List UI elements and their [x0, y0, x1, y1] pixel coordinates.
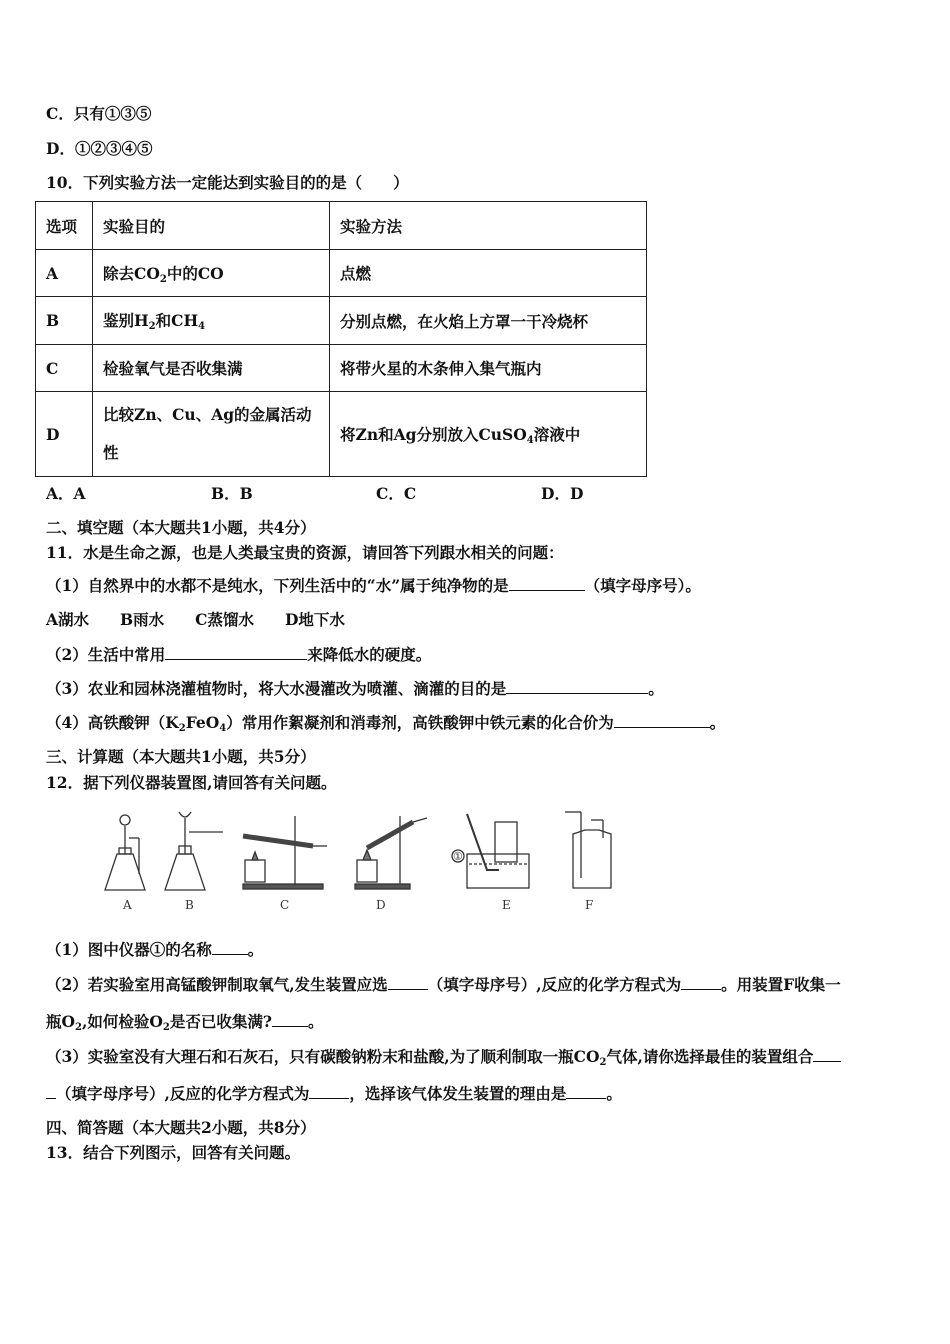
q12-part3-cont: （填字母序号）,反应的化学方程式为 ，选择该气体发生装置的理由是 。: [46, 1082, 622, 1104]
answer-blank: [165, 645, 307, 660]
q11-part4: （4）高铁酸钾$(K_2FeO_4)$常用作絮凝剂和消毒剂，高铁酸钾中铁元素的化合价为 。: [46, 713, 726, 734]
apparatus-a: [105, 815, 145, 890]
answer-d: D．D: [541, 484, 584, 503]
row-option: C: [36, 345, 93, 392]
row-option: B: [36, 297, 93, 345]
answer-b: B．B: [211, 484, 253, 503]
row-goal: 除去$CO_2$中的CO: [93, 250, 330, 297]
q12-part3: （3）实验室没有大理石和石灰石，只有碳酸钠粉末和盐酸,为了顺利制取一瓶$CO_2$气体,请你选择最佳的装置组合: [46, 1045, 841, 1068]
q10-answers: [46, 482, 706, 504]
answer-blank: [813, 1047, 841, 1062]
apparatus-e: [452, 814, 529, 888]
q12-part1: （1）图中仪器①的名称 。: [46, 940, 264, 959]
row-goal: 鉴别$H_2$和$CH_4$: [93, 297, 330, 345]
table-row: [36, 345, 647, 392]
answer-blank: [681, 975, 721, 990]
row-method: 将带火星的木条伸入集气瓶内: [330, 345, 647, 392]
answer-blank: [566, 1084, 606, 1099]
row-goal: 检验氧气是否收集满: [93, 345, 330, 392]
answer-c: C．C: [376, 484, 417, 503]
answer-blank: [212, 940, 248, 955]
apparatus-c: [243, 816, 327, 889]
q10-stem: 10．下列实验方法一定能达到实验目的的是（ ）: [46, 173, 409, 192]
q11-choices: A湖水 B雨水 C蒸馏水 D地下水: [46, 610, 345, 629]
q10-table: [35, 201, 647, 477]
row-method: 点燃: [330, 250, 647, 297]
header-goal: 实验目的: [93, 202, 330, 250]
answer-blank: [46, 1084, 56, 1099]
figure-label-d: D: [376, 898, 386, 912]
q12-part2-cont: 瓶$O_2$,如何检验$O_2$是否已收集满? 。: [46, 1012, 324, 1033]
table-row: [36, 392, 647, 477]
header-option: 选项: [36, 202, 93, 250]
q11-part3: （3）农业和园林浇灌植物时，将大水漫灌改为喷灌、滴灌的目的是 。: [46, 679, 664, 698]
row-goal: 比较Zn、Cu、Ag的金属活动性: [93, 392, 330, 477]
answer-blank: [309, 1084, 349, 1099]
row-option: A: [36, 250, 93, 297]
figure-label-b: B: [185, 898, 194, 912]
section-2-title: 二、填空题（本大题共1小题，共4分）: [46, 518, 316, 537]
row-option: D: [36, 392, 93, 477]
answer-blank: [388, 975, 428, 990]
table-row: [36, 297, 647, 345]
apparatus-f: [565, 812, 611, 888]
circle-one-label: ①: [453, 850, 463, 863]
answer-a: A．A: [46, 484, 86, 503]
q11-part1: （1）自然界中的水都不是纯水，下列生活中的“水”属于纯净物的是 （填字母序号）。: [46, 576, 701, 595]
apparatus-d: [355, 816, 427, 889]
answer-blank: [272, 1012, 308, 1027]
table-row: [36, 250, 647, 297]
q12-stem: 12．据下列仪器装置图,请回答有关问题。: [46, 773, 337, 792]
apparatus-b: [165, 812, 223, 890]
figure-label-e: E: [502, 898, 511, 912]
q12-part2: （2）若实验室用高锰酸钾制取氧气,发生装置应选 （填字母序号）,反应的化学方程式为 。用装置F收集一: [46, 975, 841, 994]
header-method: 实验方法: [330, 202, 647, 250]
answer-blank: [509, 576, 585, 591]
q11-stem: 11．水是生命之源，也是人类最宝贵的资源，请回答下列跟水相关的问题：: [46, 543, 564, 562]
figure-label-f: F: [585, 898, 594, 912]
option-d-prev: D．①②③④⑤: [46, 139, 153, 158]
section-3-title: 三、计算题（本大题共1小题，共5分）: [46, 747, 316, 766]
row-method: 将Zn和Ag分别放入CuSO$_4$溶液中: [330, 392, 647, 477]
figure-label-a: A: [123, 898, 132, 912]
q13-stem: 13．结合下列图示，回答有关问题。: [46, 1143, 301, 1162]
answer-blank: [614, 713, 710, 728]
answer-blank: [506, 679, 648, 694]
option-c-prev: C．只有①③⑤: [46, 104, 152, 123]
table-header-row: [36, 202, 647, 250]
apparatus-figure: [95, 808, 635, 898]
section-4-title: 四、简答题（本大题共2小题，共8分）: [46, 1118, 316, 1137]
figure-label-c: C: [280, 898, 290, 912]
row-method: 分别点燃，在火焰上方罩一干冷烧杯: [330, 297, 647, 345]
q11-part2: （2）生活中常用 来降低水的硬度。: [46, 645, 432, 664]
